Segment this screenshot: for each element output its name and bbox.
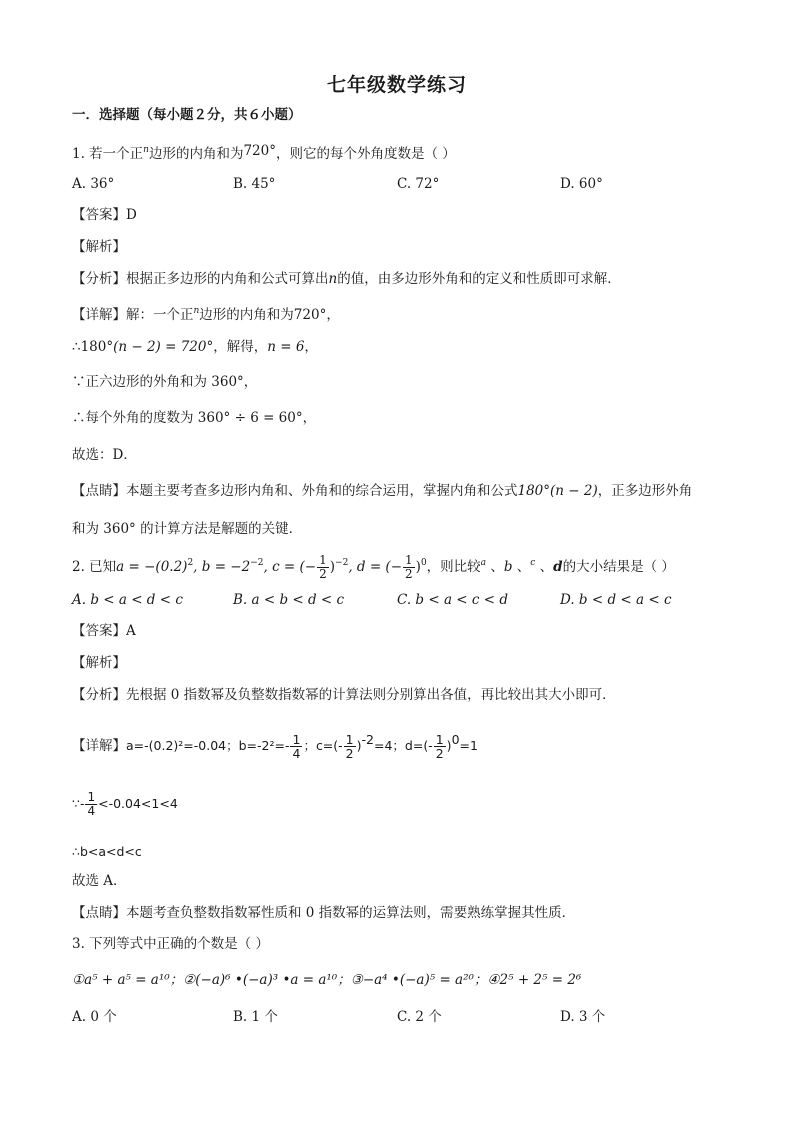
q1-detail-b: 边形的内角和为720°，: [199, 307, 340, 323]
q1-detail: [72, 301, 340, 325]
q2-dianjing-text: 本题考查负整数指数幂性质和 0 指数幂的运算法则，需要熟练掌握其性质．: [126, 905, 576, 921]
q1-dianjing-formula: 180°(n − 2): [517, 483, 598, 499]
q2-sep-2: 、: [512, 559, 531, 575]
q2-quarter: [290, 733, 302, 760]
q2-detail-d-exp: 0: [451, 732, 460, 747]
q2-option-a: A. b < a < d < c: [72, 592, 183, 608]
q2-compare-b: <-0.04<1<4: [98, 796, 178, 811]
q2-b-exp: −2: [250, 558, 264, 568]
q1-step1: [72, 337, 318, 357]
q2-stem-b: ，则比较: [426, 559, 481, 575]
q2-d-fraction: [403, 554, 415, 581]
q2-var-c: c: [530, 558, 536, 568]
q3-option-b: B. 1 个: [233, 1009, 278, 1025]
q2-d-num: 1: [405, 553, 413, 567]
q3-stem: 3. 下列等式中正确的个数是（ ）: [72, 936, 269, 952]
q1-detail-a: 解：一个正: [126, 307, 194, 323]
q2-quarter-den: 4: [292, 746, 301, 761]
q2-compare: [72, 786, 178, 822]
q2-stem-c: 的大小结果是（ ）: [562, 559, 675, 575]
q1-option-a: A. 36°: [72, 176, 115, 192]
q2-answer: [72, 621, 136, 641]
q2-fenxi-tag: 【分析】: [72, 687, 126, 703]
q2-half-d-den: 2: [435, 746, 444, 761]
q2-given-e: , d = (−: [348, 559, 403, 575]
q1-answer-value: D: [126, 207, 137, 223]
q1-dianjing: [72, 481, 692, 501]
q1-analysis-tag: 【解析】: [72, 239, 126, 255]
q2-half-d: [434, 733, 446, 760]
q1-answer: [72, 205, 137, 225]
q2-fenxi: [72, 685, 616, 705]
q2-quarter-num: 1: [292, 732, 301, 747]
q1-detail-tag: 【详解】: [72, 307, 126, 323]
q1-step1-a: ∴180°: [72, 339, 114, 355]
q1-option-c: C. 72°: [397, 176, 440, 192]
q2-given-d: ): [329, 559, 336, 575]
q2-fenxi-text: 先根据 0 指数幂及负整数指数幂的计算法则分别算出各值，再比较出其大小即可．: [126, 687, 616, 703]
q2-detail-tag: 【详解】: [72, 738, 126, 754]
q2-detail-d: ): [446, 738, 452, 753]
q2-detail-b: ；c=(-: [303, 738, 343, 753]
q1-step2: ∵正六边形的外角和为 360°，: [72, 374, 258, 390]
q2-compare-a: ∵-: [72, 796, 85, 811]
q3-option-a: A. 0 个: [72, 1009, 117, 1025]
q2-c-fraction: [317, 554, 329, 581]
page-title: 七年级数学练习: [326, 74, 467, 96]
section-heading: 一．选择题（每小题２分，共６小题）: [72, 107, 302, 123]
q1-stem-deg: 720°: [243, 143, 276, 159]
q2-var-b: b: [503, 559, 513, 575]
q1-stem-c: ，则它的每个外角度数是（ ）: [276, 146, 456, 162]
q2-half-d-num: 1: [435, 732, 444, 747]
q2-given-c: , c = (−: [263, 559, 317, 575]
q2-dianjing: [72, 903, 575, 923]
q1-step1-e: ，: [304, 339, 318, 355]
q2-stem: [72, 548, 675, 582]
q2-answer-tag: 【答案】: [72, 623, 126, 639]
q1-step3: ∴每个外角的度数为 360° ÷ 6 = 60°，: [72, 410, 317, 426]
q1-dianjing-tag: 【点睛】: [72, 483, 126, 499]
q1-fenxi-tag: 【分析】: [72, 271, 126, 287]
q1-fenxi-a: 根据正多边形的内角和公式可算出: [126, 271, 329, 287]
q2-option-c: C. b < a < c < d: [397, 592, 509, 608]
q1-option-b: B. 45°: [233, 176, 276, 192]
q1-choose: 故选：D．: [72, 447, 137, 463]
q1-detail-n: n: [193, 306, 200, 316]
q1-stem-b: 边形的内角和为: [148, 146, 244, 162]
q3-option-d: D. 3 个: [560, 1009, 606, 1025]
q1-dianjing-a: 本题主要考查多边形内角和、外角和的综合运用，掌握内角和公式: [126, 483, 518, 499]
q1-fenxi-b: 的值，由多边形外角和的定义和性质即可求解．: [337, 271, 621, 287]
q2-option-d: D. b < d < a < c: [560, 592, 672, 608]
q2-compare-den: 4: [87, 804, 96, 818]
q1-dianjing-b: ，正多边形外角: [597, 483, 693, 499]
q2-d-den: 2: [405, 567, 413, 581]
q2-half-c-den: 2: [345, 746, 354, 761]
q2-order: ∴b<a<d<c: [72, 844, 142, 859]
q2-given-a: a = −(0.2): [116, 559, 188, 575]
q2-half-c-num: 1: [345, 732, 354, 747]
q1-stem: [72, 140, 456, 164]
q1-option-d: D. 60°: [560, 176, 603, 192]
q1-stem-a: 1. 若一个正: [72, 146, 144, 162]
q2-compare-frac: [85, 791, 97, 818]
q2-given-b: , b = −2: [193, 559, 251, 575]
q3-equations: ①a⁵ + a⁵ = a¹⁰；②(−a)⁶ •(−a)³ •a = a¹⁰；③−a⁴ •(−a)⁵ = a²⁰；④2⁵ + 2⁵ = 2⁶: [72, 972, 582, 988]
q2-option-b: B. a < b < d < c: [233, 592, 345, 608]
q2-choose: 故选 A．: [72, 873, 127, 889]
q1-stem-n: n: [143, 145, 149, 155]
q1-step1-d: n = 6: [267, 339, 305, 355]
q2-analysis-tag: 【解析】: [72, 655, 126, 671]
q2-c-num: 1: [319, 553, 327, 567]
q3-option-c: C. 2 个: [397, 1009, 442, 1025]
q1-answer-tag: 【答案】: [72, 207, 126, 223]
q2-dianjing-tag: 【点睛】: [72, 905, 126, 921]
q2-d-exp: 0: [420, 558, 427, 568]
q1-fenxi-n: n: [328, 271, 338, 287]
q2-sep-1: 、: [486, 559, 504, 575]
q2-detail-d2: =1: [459, 738, 478, 753]
q2-answer-value: A: [126, 623, 136, 639]
q2-detail-c2: =4；d=(-: [373, 738, 433, 753]
q2-detail: [72, 722, 478, 764]
q2-detail-c-exp: -2: [361, 732, 374, 747]
q2-detail-c: ): [356, 738, 362, 753]
q2-sep-3: 、: [535, 559, 554, 575]
q2-detail-a: a=-(0.2)²=-0.04；b=-2²=-: [126, 738, 290, 753]
q1-step1-c: ，解得，: [213, 339, 268, 355]
q2-var-a: a: [480, 558, 487, 568]
q2-given-f: ): [415, 559, 421, 575]
q2-stem-a: 2. 已知: [72, 559, 117, 575]
q2-c-den: 2: [319, 567, 327, 581]
q2-half-c: [344, 733, 356, 760]
q2-c-exp: −2: [335, 558, 349, 568]
q1-dianjing-cont: 和为 360° 的计算方法是解题的关键．: [72, 521, 303, 537]
q2-compare-num: 1: [87, 790, 96, 804]
q1-fenxi: [72, 269, 621, 289]
q2-sq: 2: [187, 558, 194, 568]
q1-step1-b: (n − 2) = 720°: [113, 339, 214, 355]
q2-var-d: d: [553, 559, 563, 575]
